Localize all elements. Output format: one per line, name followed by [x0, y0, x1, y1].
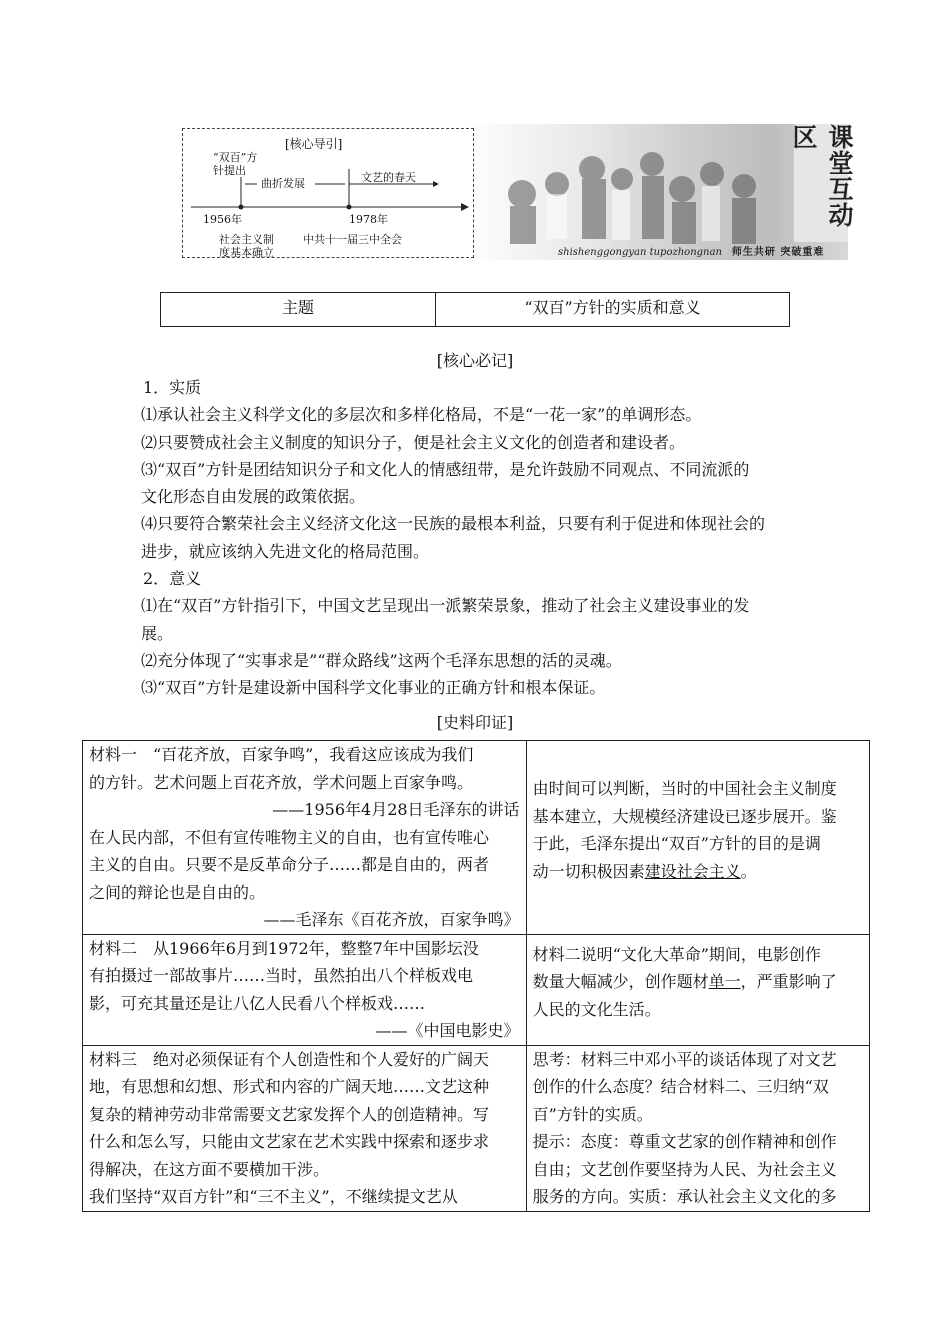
text-line: 材料一 “百花齐放，百家争鸣”，我看这应该成为我们 [89, 745, 474, 764]
year-1956: 1956年 [203, 213, 242, 226]
essence-point-4b: 进步，就应该纳入先进文化的格局范围。 [141, 541, 430, 561]
text-fragment: 。 [740, 861, 757, 881]
topic-table [160, 292, 790, 327]
material-3-cell [83, 1045, 527, 1211]
text-line: 服务的方向。实质：承认社会主义文化的多 [532, 1187, 837, 1206]
answer-underline: 建设社会主义 [644, 861, 741, 881]
core-guide-box [182, 128, 474, 258]
text-line: 得解决，在这方面不要横加干涉。 [89, 1159, 330, 1179]
material-1-cell [83, 741, 527, 935]
text-line: 复杂的精神劳动非常需要文艺家发挥个人的创造精神。写 [89, 1104, 490, 1124]
text-line: 创作的什么态度？结合材料二、三归纳“双 [532, 1077, 829, 1096]
text-line: 什么和怎么写，只能由文艺家在艺术实践中探索和逐步求 [89, 1132, 490, 1151]
text-line: 基本建立，大规模经济建设已逐步展开。鉴 [532, 806, 837, 826]
heading-essence: 1．实质 [143, 378, 202, 397]
text-line: 百”方针的实质。 [532, 1104, 653, 1124]
text-fragment: 数量大幅减少，创作题材 [532, 972, 709, 991]
table-row [83, 741, 870, 935]
text-line: 地，有思想和幻想、形式和内容的广阔天地……文艺这种 [89, 1077, 490, 1096]
essence-point-1: ⑴承认社会主义科学文化的多层次和多样化格局，不是“一花一家”的单调形态。 [141, 405, 702, 425]
table-row [83, 934, 870, 1045]
significance-point-2: ⑵充分体现了“实事求是”“群众路线”这两个毛泽东思想的活的灵魂。 [141, 650, 622, 670]
core-content [143, 374, 823, 702]
essence-point-3b: 文化形态自由发展的政策依据。 [141, 487, 366, 507]
analysis-1-cell [526, 741, 869, 935]
text-line: 提示：态度：尊重文艺家的创作精神和创作 [532, 1132, 837, 1151]
significance-point-3: ⑶“双百”方针是建设新中国科学文化事业的正确方针和根本保证。 [141, 678, 606, 698]
answer-underline: 单一 [708, 972, 741, 991]
text-fragment: 动一切积极因素 [532, 861, 645, 881]
text-line: 由时间可以判断，当时的中国社会主义制度 [532, 779, 837, 798]
event-1978: 中共十一届三中全会 [303, 233, 402, 246]
significance-point-1b: 展。 [141, 623, 174, 643]
text-line: 主义的自由。只要不是反革命分子……都是自由的，两者 [89, 855, 490, 874]
analysis-2-cell [526, 934, 869, 1045]
text-line: 思考：材料三中邓小平的谈话体现了对文艺 [532, 1049, 837, 1069]
essence-point-4a: ⑷只要符合繁荣社会主义经济文化这一民族的最根本利益，只要有利于促进和体现社会的 [141, 514, 766, 534]
text-line [533, 858, 863, 886]
text-line: 在人民内部，不但有宣传唯物主义的自由，也有宣传唯心 [89, 827, 490, 847]
citation: ——1956年4月28日毛泽东的讲话 [272, 800, 520, 819]
essence-point-3a: ⑶“双百”方针是团结知识分子和文化人的情感纽带，是允许鼓励不同观点、不同流派的 [141, 459, 750, 479]
heading-significance: 2．意义 [143, 569, 202, 589]
core-section-title: [核心必记] [436, 351, 514, 370]
source-section-title: [史料印证] [436, 713, 514, 732]
event-1956: 社会主义制度基本确立 [219, 233, 274, 259]
guide-title: [核心导引] [285, 137, 343, 151]
text-line: 我们坚持“双百方针”和“三不主义”，不继续提文艺从 [89, 1187, 458, 1206]
text-line: 的方针。艺术问题上百花齐放，学术问题上百家争鸣。 [89, 772, 474, 792]
text-line [533, 968, 863, 996]
text-line: 之间的辩论也是自由的。 [89, 882, 266, 902]
text-line: 自由；文艺创作要坚持为人民、为社会主义 [532, 1159, 837, 1179]
text-line: 材料二说明“文化大革命”期间，电影创作 [532, 944, 821, 964]
significance-point-1a: ⑴在“双百”方针指引下，中国文艺呈现出一派繁荣景象，推动了社会主义建设事业的发 [141, 596, 750, 616]
essence-point-2: ⑵只要赞成社会主义制度的知识分子，便是社会主义文化的创造者和建设者。 [141, 432, 686, 452]
banner-footer [558, 243, 824, 258]
text-line: 于此，毛泽东提出“双百”方针的目的是调 [532, 834, 821, 853]
timeline-segment-2: 文艺的春天 [361, 171, 416, 184]
table-row [83, 1045, 870, 1211]
topic-label: 主题 [161, 293, 436, 327]
source-table [82, 740, 870, 1212]
citation: ——《中国电影史》 [375, 1021, 520, 1040]
topic-value: “双百”方针的实质和意义 [436, 293, 790, 327]
policy-node-label: “双百”方针提出 [213, 151, 258, 177]
text-line: 材料二 从1966年6月到1972年，整整7年中国影坛没 [89, 938, 479, 958]
text-fragment: ，严重影响了 [740, 972, 837, 991]
material-2-cell [83, 934, 527, 1045]
text-line: 影，可充其量还是让八亿人民看八个样板戏…… [89, 993, 426, 1013]
text-line: 有拍摄过一部故事片……当时，虽然拍出八个样板戏电 [89, 966, 474, 985]
analysis-3-cell [526, 1045, 869, 1211]
banner-footer-text: 师生共研 突破重难 [731, 247, 825, 258]
timeline-segment-1: 曲折发展 [261, 177, 305, 190]
year-1978: 1978年 [349, 213, 388, 226]
section-banner [182, 124, 854, 260]
crowd-photo [482, 124, 772, 244]
banner-footer-pinyin: shishenggongyan tupozhongnan [558, 247, 722, 258]
text-line: 材料三 绝对必须保证有个人创造性和个人爱好的广阔天 [89, 1049, 490, 1069]
classroom-interaction-badge: 课堂互动区 [794, 124, 848, 242]
citation: ——毛泽东《百花齐放，百家争鸣》 [263, 910, 520, 929]
text-line: 人民的文化生活。 [532, 999, 661, 1019]
